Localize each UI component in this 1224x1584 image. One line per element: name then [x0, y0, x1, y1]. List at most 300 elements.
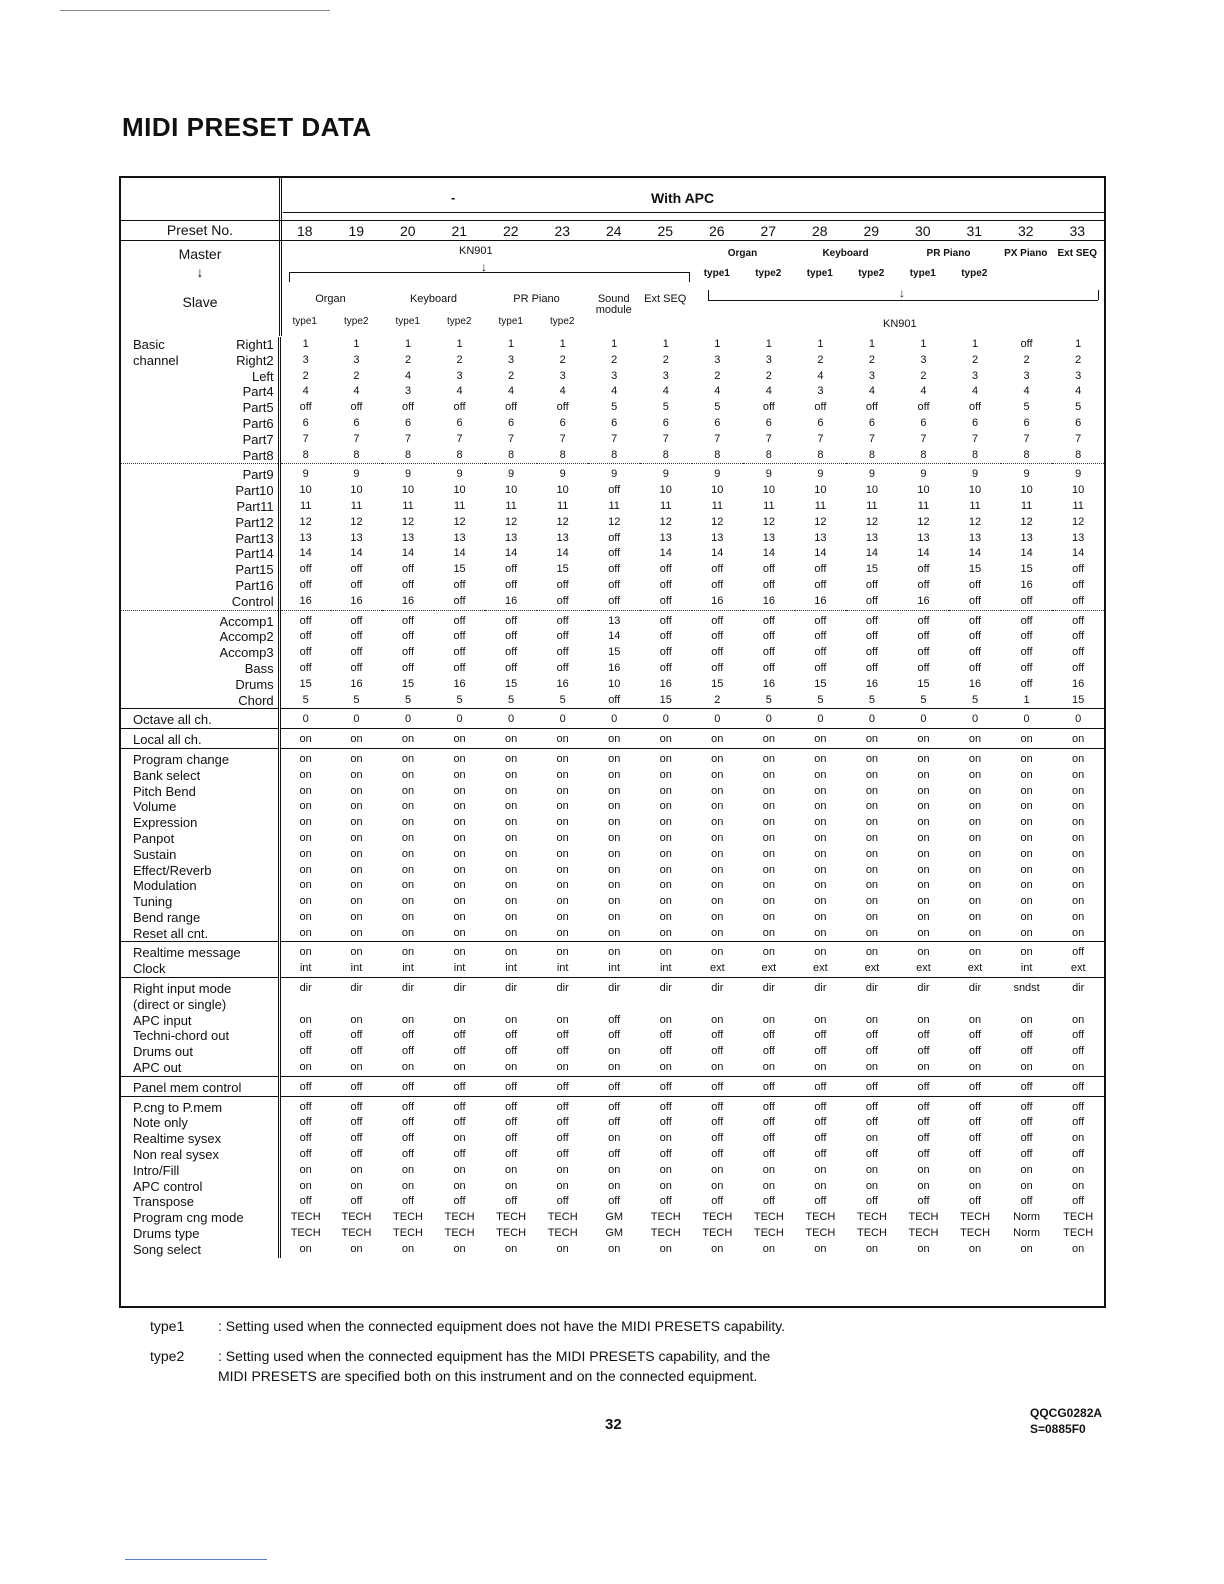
table-cell: on [401, 831, 415, 844]
row-label: Reset all cnt. [121, 926, 279, 942]
table-cell: 3 [559, 369, 566, 382]
table-cell: on [865, 1163, 879, 1176]
table-cell: on [350, 910, 363, 923]
row-label: Tuning [121, 894, 279, 910]
table-cell: off [1020, 594, 1033, 607]
table-cell: TECH [290, 1211, 321, 1224]
table-cell: on [1001, 748, 1053, 767]
table-cell: on [865, 910, 879, 923]
table-cell: on [762, 768, 775, 781]
table-row [121, 400, 1104, 416]
table-cell: off [1052, 1076, 1104, 1096]
table-cell: on [1072, 784, 1085, 797]
table-cell: 12 [917, 515, 930, 528]
table-cell: on [453, 1242, 466, 1255]
table-cell: int [556, 962, 569, 975]
table-cell: off [659, 1148, 672, 1161]
table-cell: dir [692, 978, 744, 997]
table-cell: off [846, 1096, 898, 1115]
table-cell: on [504, 1242, 518, 1255]
table-cell: 11 [814, 499, 827, 512]
table-cell: on [350, 816, 363, 829]
table-cell: 10 [865, 484, 879, 497]
row-label: Realtime sysex [121, 1131, 279, 1147]
table-cell: on [1072, 816, 1085, 829]
table-cell: off [1072, 1195, 1085, 1208]
table-cell: 6 [868, 416, 875, 429]
table-cell: 0 [537, 709, 589, 729]
table-row [121, 709, 1104, 729]
slave-type-label: type1 [395, 316, 420, 327]
table-cell: 7 [714, 432, 721, 445]
table-cell: on [640, 942, 692, 961]
table-cell: off [711, 646, 724, 659]
table-cell: off [814, 646, 827, 659]
row-label: Part11 [121, 499, 279, 515]
table-cell: on [453, 768, 466, 781]
table-cell: ext [813, 962, 828, 975]
table-cell: off [608, 1148, 621, 1161]
row-label: Song select [121, 1242, 279, 1258]
footnotes [150, 1316, 785, 1386]
table-cell: off [969, 578, 982, 591]
row-label: Part13 [121, 531, 279, 547]
table-cell: TECH [805, 1227, 836, 1240]
table-cell: off [1020, 661, 1033, 674]
table-cell: on [401, 1013, 415, 1026]
table-cell: on [762, 847, 775, 860]
table-cell: 11 [453, 499, 466, 512]
table-cell: 5 [1075, 401, 1082, 414]
table-cell: 12 [350, 515, 363, 528]
table-cell: on [659, 863, 672, 876]
table-cell: 11 [969, 499, 981, 512]
table-row [121, 1242, 1104, 1258]
table-cell: on [401, 768, 415, 781]
table-cell: off [453, 594, 466, 607]
table-cell: on [711, 1179, 724, 1192]
table-cell: off [762, 1132, 775, 1145]
table-cell: on [711, 895, 724, 908]
table-cell: dir [588, 978, 640, 997]
table-cell: 15 [814, 677, 827, 690]
table-cell: on [434, 942, 486, 961]
table-cell [640, 997, 692, 1013]
table-cell: on [299, 800, 312, 813]
table-cell: on [279, 942, 331, 961]
row-label: Part6 [121, 416, 279, 432]
table-cell: on [401, 879, 415, 892]
table-cell: off [608, 693, 621, 706]
table-cell: on [504, 784, 518, 797]
table-cell: 15 [659, 693, 672, 706]
table-cell: on [556, 1242, 569, 1255]
table-cell: on [1020, 784, 1033, 797]
table-cell: 14 [504, 547, 518, 560]
table-cell: on [814, 800, 827, 813]
preset-number: 30 [914, 223, 931, 239]
table-cell: 6 [765, 416, 772, 429]
table-cell: on [949, 942, 1001, 961]
table-cell: 6 [456, 416, 463, 429]
row-label: Bend range [121, 910, 279, 926]
table-cell: TECH [1063, 1211, 1094, 1224]
table-cell: 6 [714, 416, 721, 429]
table-cell: on [556, 768, 569, 781]
table-cell: off [299, 1045, 312, 1058]
table-cell: 7 [1023, 432, 1030, 445]
table-cell: 16 [659, 677, 672, 690]
table-cell: off [556, 646, 569, 659]
table-cell: off [1020, 1029, 1033, 1042]
table-cell: off [556, 1116, 569, 1129]
table-cell: 16 [762, 677, 775, 690]
table-cell: on [504, 847, 518, 860]
table-cell: 2 [714, 693, 721, 706]
table-cell [692, 997, 744, 1013]
table-cell: on [659, 800, 672, 813]
table-cell: on [865, 800, 879, 813]
table-cell: 14 [299, 547, 312, 560]
table-cell: 4 [765, 385, 772, 398]
table-cell: off [969, 1132, 982, 1145]
table-cell: off [917, 563, 930, 576]
table-cell: on [608, 863, 621, 876]
table-cell: on [1001, 942, 1053, 961]
table-cell: on [1020, 816, 1033, 829]
table-cell: on [814, 895, 827, 908]
table-cell: int [453, 962, 466, 975]
table-cell: 0 [588, 709, 640, 729]
table-cell: 5 [817, 693, 824, 706]
table-cell: off [711, 1148, 724, 1161]
table-cell: on [608, 768, 621, 781]
table-cell: off [1001, 610, 1053, 629]
table-cell: 5 [611, 401, 618, 414]
table-cell: off [917, 578, 930, 591]
table-cell: 8 [611, 448, 618, 461]
table-cell: on [846, 942, 898, 961]
table-cell: off [969, 594, 982, 607]
table-cell: on [299, 1163, 312, 1176]
table-cell: 13 [453, 531, 466, 544]
table-cell: on [659, 1179, 672, 1192]
row-label: Bank select [121, 768, 279, 784]
table-cell: 1 [714, 338, 721, 350]
table-cell: on [762, 831, 775, 844]
table-cell: 2 [353, 369, 360, 382]
table-cell: off [1072, 578, 1085, 591]
table-cell: 5 [920, 693, 927, 706]
table-cell: on [865, 1132, 879, 1145]
table-cell: off [762, 1195, 775, 1208]
table-cell: off [299, 1148, 312, 1161]
table-cell: on [279, 729, 331, 749]
table-cell: 5 [353, 693, 360, 706]
table-cell: on [537, 748, 589, 767]
table-row [121, 1163, 1104, 1179]
table-cell: off [659, 661, 672, 674]
table-cell: 6 [404, 416, 412, 429]
table-cell: 14 [1072, 547, 1085, 560]
table-cell: off [350, 1116, 363, 1129]
table-cell: 16 [762, 594, 775, 607]
table-cell: on [608, 926, 621, 939]
table-cell: 12 [659, 515, 672, 528]
table-cell: on [401, 784, 415, 797]
table-cell: 13 [917, 531, 930, 544]
table-cell: on [608, 910, 621, 923]
table-cell: 11 [866, 499, 878, 512]
table-cell: 8 [1075, 448, 1082, 461]
table-cell: on [299, 768, 312, 781]
table-cell: 15 [711, 677, 724, 690]
table-cell [434, 997, 486, 1013]
table-cell: on [299, 816, 312, 829]
table-cell: off [969, 1148, 982, 1161]
table-cell: off [402, 578, 415, 591]
table-cell: 15 [1072, 693, 1085, 706]
table-cell: 12 [814, 515, 827, 528]
table-row [121, 729, 1104, 749]
table-cell: off [762, 578, 775, 591]
table-cell: TECH [547, 1227, 578, 1240]
table-cell: TECH [444, 1227, 475, 1240]
table-cell: 15 [556, 563, 569, 576]
table-cell: on [659, 831, 672, 844]
table-cell: off [608, 578, 621, 591]
table-cell: TECH [1063, 1227, 1094, 1240]
table-cell: on [299, 784, 312, 797]
table-cell: dir [640, 978, 692, 997]
table-cell: on [453, 1179, 466, 1192]
table-cell: off [743, 1076, 795, 1096]
table-cell: off [865, 646, 878, 659]
table-cell: TECH [393, 1227, 423, 1240]
slave-group-label: Sound module [595, 293, 632, 316]
table-cell: off [917, 1029, 930, 1042]
table-cell: on [968, 1179, 982, 1192]
table-row [121, 878, 1104, 894]
table-cell: 8 [971, 448, 979, 461]
table-header [121, 178, 1104, 336]
table-cell: off [1020, 677, 1033, 690]
table-cell: 9 [1001, 464, 1053, 483]
table-cell: 8 [662, 448, 669, 461]
preset-number: 31 [966, 223, 983, 239]
row-label: Program cng mode [121, 1210, 279, 1226]
table-cell: off [814, 1148, 827, 1161]
table-cell: off [556, 594, 569, 607]
table-cell: on [453, 1163, 466, 1176]
slave-label: Slave [182, 294, 218, 310]
table-cell: 14 [556, 547, 569, 560]
table-cell: on [865, 847, 879, 860]
table-cell: on [1052, 748, 1104, 767]
table-cell: off [453, 630, 466, 643]
table-cell: 14 [453, 547, 466, 560]
table-cell: on [556, 800, 569, 813]
table-cell: 4 [302, 385, 309, 398]
table-cell: off [1020, 1132, 1033, 1145]
slave-type-label: type2 [447, 316, 472, 327]
table-cell: on [917, 879, 930, 892]
table-cell: off [659, 1195, 672, 1208]
table-cell: 2 [765, 369, 772, 382]
slave-type-label: type1 [292, 316, 317, 327]
row-label: APC input [121, 1013, 279, 1029]
table-cell: 4 [920, 385, 927, 398]
table-cell: on [608, 800, 621, 813]
table-cell: 12 [299, 515, 312, 528]
table-cell: on [453, 800, 466, 813]
note-type2: type2 : Setting used when the connected equipment has the MIDI PRESETS capability, and the [150, 1348, 771, 1364]
table-cell: off [762, 1029, 775, 1042]
table-cell: off [434, 1076, 486, 1096]
table-cell: on [608, 1061, 621, 1074]
table-cell: off [917, 646, 930, 659]
table-cell: on [814, 784, 827, 797]
table-row [121, 815, 1104, 831]
table-cell: 8 [714, 448, 721, 461]
table-cell: TECH [753, 1227, 784, 1240]
master-group-label: Keyboard [822, 248, 869, 259]
table-cell: off [1072, 646, 1085, 659]
table-cell: 9 [588, 464, 640, 483]
table-cell: 9 [949, 464, 1001, 483]
table-cell: off [743, 1096, 795, 1115]
table-cell: on [743, 748, 795, 767]
table-cell: 11 [299, 499, 312, 512]
table-cell: 12 [401, 515, 415, 528]
table-cell: on [504, 800, 518, 813]
table-cell: off [814, 1045, 827, 1058]
table-cell: on [1020, 879, 1033, 892]
row-label: Chord [121, 693, 279, 709]
table-cell: on [711, 910, 724, 923]
row-label: Part12 [121, 515, 279, 531]
table-cell: TECH [290, 1227, 321, 1240]
slave-type-label: type2 [344, 316, 369, 327]
table-cell: on [588, 748, 640, 767]
table-cell: on [1072, 910, 1085, 923]
table-cell: 12 [711, 515, 724, 528]
table-cell: 4 [714, 385, 721, 398]
table-row [121, 1210, 1104, 1226]
table-cell: sndst [1001, 978, 1053, 997]
table-cell: off [865, 630, 878, 643]
table-cell: 5 [1023, 401, 1030, 414]
table-cell: on [711, 1163, 724, 1176]
table-cell: on [659, 847, 672, 860]
table-cell: on [795, 942, 847, 961]
table-cell: on [331, 748, 383, 767]
table-cell: off [608, 1029, 621, 1042]
slave-group-label: PR Piano [513, 293, 560, 305]
row-label: Note only [121, 1115, 279, 1131]
table-cell: 16 [401, 594, 415, 607]
table-cell: on [401, 847, 415, 860]
table-cell: on [865, 816, 879, 829]
table-cell: off [556, 1132, 569, 1145]
table-cell: 14 [865, 547, 879, 560]
row-label: Left [121, 369, 279, 385]
table-cell: on [968, 863, 982, 876]
table-row [121, 369, 1104, 385]
master-type-label: type1 [909, 268, 936, 279]
table-cell: off [556, 630, 569, 643]
table-cell: off [402, 1148, 415, 1161]
table-cell: off [556, 1045, 569, 1058]
table-cell: on [1020, 926, 1033, 939]
table-cell: 12 [865, 515, 879, 528]
table-cell: int [402, 962, 414, 975]
table-cell [1052, 997, 1104, 1013]
row-label: Part16 [121, 578, 279, 594]
table-cell: off [814, 578, 827, 591]
table-cell: 1 [817, 338, 824, 350]
table-cell: off [659, 578, 672, 591]
table-cell: off [556, 401, 569, 414]
row-label: Part8 [121, 448, 279, 464]
table-cell: on [504, 895, 518, 908]
table-cell: on [762, 1242, 775, 1255]
table-cell: off [814, 1029, 827, 1042]
row-label: Accomp2 [121, 629, 279, 645]
table-cell: on [299, 831, 312, 844]
table-cell: on [556, 879, 569, 892]
table-cell: on [608, 1045, 621, 1058]
table-cell: on [865, 926, 879, 939]
table-cell: off [917, 661, 930, 674]
table-cell: on [504, 1061, 518, 1074]
table-cell: 4 [1075, 385, 1082, 398]
table-cell: off [865, 1045, 878, 1058]
table-cell: on [865, 1242, 879, 1255]
table-row [121, 1179, 1104, 1195]
table-cell: off [453, 1116, 466, 1129]
table-cell: on [659, 816, 672, 829]
table-cell: on [401, 1061, 415, 1074]
master-type-label: type1 [703, 268, 730, 279]
table-cell: off [917, 1132, 930, 1145]
table-cell: on [711, 1061, 724, 1074]
table-cell: on [608, 879, 621, 892]
table-cell: 13 [711, 531, 724, 544]
table-cell: on [504, 926, 518, 939]
table-cell: off [453, 1195, 466, 1208]
table-cell: on [711, 784, 724, 797]
table-cell: off [331, 610, 383, 629]
table-cell: on [401, 863, 415, 876]
table-cell: 10 [917, 484, 930, 497]
table-cell: off [402, 563, 415, 576]
master-group-label: Ext SEQ [1057, 248, 1097, 259]
table-row [121, 594, 1104, 610]
row-label: P.cng to P.mem [121, 1096, 279, 1115]
table-cell: on [711, 1242, 724, 1255]
table-cell: off [505, 630, 518, 643]
table-cell: 9 [743, 464, 795, 483]
table-cell: off [917, 401, 930, 414]
table-cell: off [505, 1045, 518, 1058]
table-cell: on [814, 831, 827, 844]
row-group-label: Basic channel [133, 337, 179, 368]
table-cell: 15 [299, 677, 312, 690]
row-label: Part15 [121, 562, 279, 578]
table-cell [949, 997, 1001, 1013]
table-cell: 10 [556, 484, 569, 497]
